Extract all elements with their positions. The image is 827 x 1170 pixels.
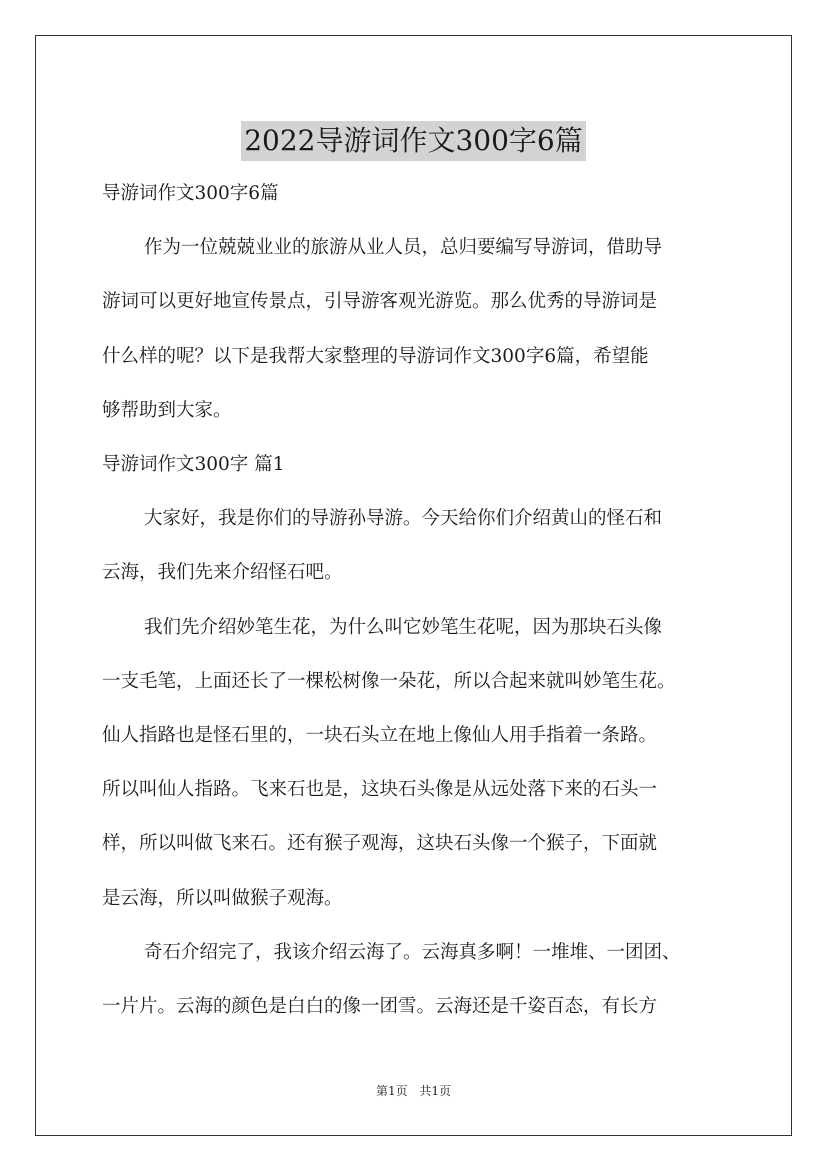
para3-line-2: 一片片。云海的颜色是白白的像一团雪。云海还是千姿百态，有长方 xyxy=(102,996,658,1017)
para2-line-5: 样，所以叫做飞来石。还有猴子观海，这块石头像一个猴子，下面就 xyxy=(102,833,658,854)
para2-line-1: 我们先介绍妙笔生花，为什么叫它妙笔生花呢，因为那块石头像 xyxy=(144,617,663,638)
para2-line-3: 仙人指路也是怪石里的，一块石头立在地上像仙人用手指着一条路。 xyxy=(102,725,658,746)
para2-line-6: 是云海，所以叫做猴子观海。 xyxy=(102,888,343,909)
section-heading: 导游词作文300字 篇1 xyxy=(102,454,285,475)
para2-line-4: 所以叫仙人指路。飞来石也是，这块石头像是从远处落下来的石头一 xyxy=(102,779,658,800)
para1-line-1: 大家好，我是你们的导游孙导游。今天给你们介绍黄山的怪石和 xyxy=(144,508,663,529)
intro-line-1: 作为一位兢兢业业的旅游从业人员，总归要编写导游词，借助导 xyxy=(144,237,663,258)
para3-line-1: 奇石介绍完了，我该介绍云海了。云海真多啊！一堆堆、一团团、 xyxy=(144,942,681,963)
intro-line-2: 游词可以更好地宣传景点，引导游客观光游览。那么优秀的导游词是 xyxy=(102,291,658,312)
document-title: 2022导游词作文300字6篇 xyxy=(241,121,586,161)
intro-line-4: 够帮助到大家。 xyxy=(102,400,232,421)
para2-line-2: 一支毛笔，上面还长了一棵松树像一朵花，所以合起来就叫妙笔生花。 xyxy=(102,671,676,692)
page-number-current: 第1页 xyxy=(375,1084,408,1098)
title-container xyxy=(0,102,827,180)
page-number-total: 共1页 xyxy=(419,1084,452,1098)
para1-line-2: 云海，我们先来介绍怪石吧。 xyxy=(102,562,343,583)
document-subtitle: 导游词作文300字6篇 xyxy=(102,183,279,204)
intro-line-3: 什么样的呢？以下是我帮大家整理的导游词作文300字6篇，希望能 xyxy=(102,346,649,367)
page-footer xyxy=(0,1083,827,1099)
